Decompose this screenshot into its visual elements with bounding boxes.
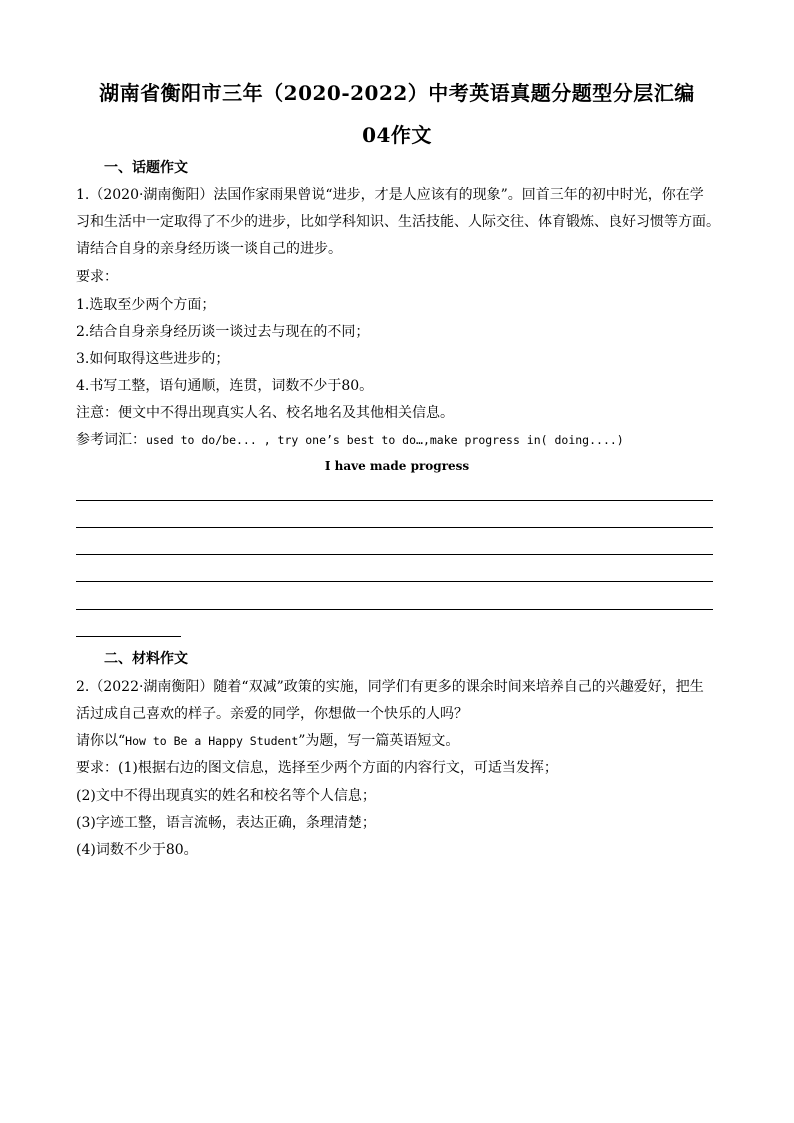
q2-requirement-3: (3)字迹工整，语言流畅，表达正确，条理清楚； bbox=[76, 815, 376, 831]
q2-requirement-4: (4)词数不少于80。 bbox=[76, 842, 198, 858]
q2-prefix: 请你以“ bbox=[76, 733, 126, 749]
q2-essay-title: How to Be a Happy Student bbox=[125, 734, 299, 748]
writing-line bbox=[76, 609, 713, 610]
writing-line bbox=[76, 500, 713, 501]
section1-heading: 一、话题作文 bbox=[104, 160, 188, 176]
essay-title: I have made progress bbox=[324, 459, 470, 473]
document-title: 湖南省衡阳市三年（2020-2022）中考英语真题分题型分层汇编 bbox=[99, 81, 695, 105]
vocab-label: 参考词汇： bbox=[76, 432, 146, 448]
vocab-text: used to do/be... , try one’s best to do…,make progress in( doing....) bbox=[146, 433, 624, 447]
question1-line1: 1.（2020·湖南衡阳）法国作家雨果曾说“进步，才是人应该有的现象”。回首三年的初中时光，你在学 bbox=[76, 187, 704, 203]
question2-line2: 活过成自己喜欢的样子。亲爱的同学，你想做一个快乐的人吗？ bbox=[76, 706, 468, 722]
document-subtitle: 04作文 bbox=[362, 123, 432, 147]
question2-line1: 2.（2022·湖南衡阳）随着“双减”政策的实施，同学们有更多的课余时间来培养自己的兴趣爱好，把生 bbox=[76, 679, 704, 695]
question1-line2: 习和生活中一定取得了不少的进步，比如学科知识、生活技能、人际交往、体育锻炼、良好习惯等方面。 bbox=[76, 214, 720, 230]
requirement-2: 2.结合自身亲身经历谈一谈过去与现在的不同； bbox=[76, 324, 370, 340]
q2-suffix: ”为题，写一篇英语短文。 bbox=[298, 733, 460, 749]
q2-requirement-2: (2)文中不得出现真实的姓名和校名等个人信息； bbox=[76, 788, 376, 804]
question2-line3 bbox=[76, 731, 726, 751]
requirement-3: 3.如何取得这些进步的； bbox=[76, 351, 230, 367]
writing-line bbox=[76, 554, 713, 555]
writing-line bbox=[76, 581, 713, 582]
writing-line bbox=[76, 527, 713, 528]
q2-requirement-1: 要求：(1)根据右边的图文信息，选择至少两个方面的内容行文，可适当发挥； bbox=[76, 760, 558, 776]
writing-line-short bbox=[76, 636, 181, 637]
requirement-1: 1.选取至少两个方面； bbox=[76, 297, 216, 313]
question1-line3: 请结合自身的亲身经历谈一谈自己的进步。 bbox=[76, 241, 342, 257]
section2-heading: 二、材料作文 bbox=[104, 651, 188, 667]
requirement-4: 4.书写工整，语句通顺，连贯，词数不少于80。 bbox=[76, 378, 374, 394]
vocab-line bbox=[76, 430, 726, 450]
note-text: 注意：便文中不得出现真实人名、校名地名及其他相关信息。 bbox=[76, 405, 454, 421]
requirements-label: 要求： bbox=[76, 269, 118, 285]
